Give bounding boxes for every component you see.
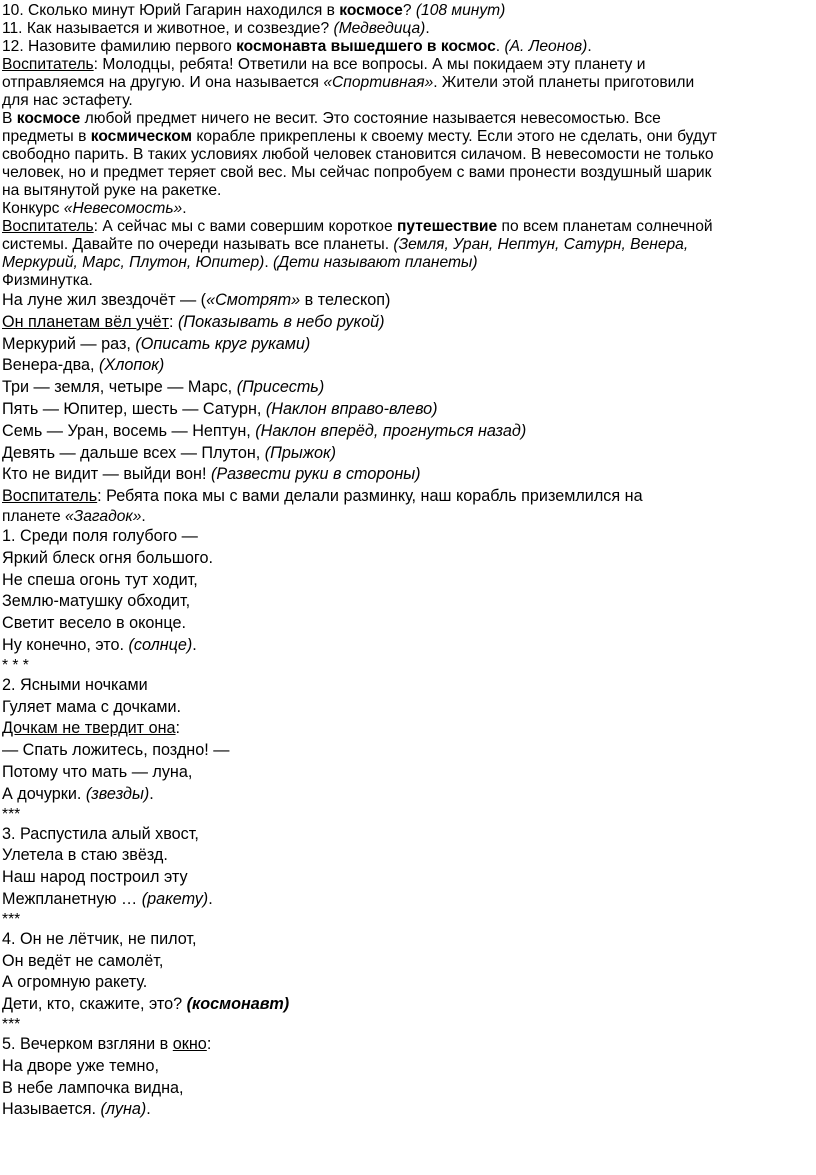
text-line [2,675,802,697]
text-segment: Наш народ построил эту [2,868,188,887]
text-line [2,2,802,20]
text-segment: на вытянутой руке на ракетке. [2,182,222,199]
text-segment: Землю-матушку обходит, [2,592,191,611]
text-segment: Воспитатель [2,56,94,73]
text-segment: . [192,635,197,654]
text-segment: 12. Назовите фамилию первого [2,38,237,55]
text-line [2,38,802,56]
text-segment: *** [2,1015,21,1033]
text-segment: 5. Вечерком взгляни в [2,1034,173,1053]
text-segment: Дети, кто, скажите, это? [2,995,187,1014]
text-line [2,1016,802,1034]
text-segment: (Хлопок) [99,356,165,375]
text-segment: : [206,1034,212,1053]
text-segment: : А сейчас мы с вами совершим короткое [93,218,397,235]
text-segment: Ну конечно, это. [2,635,129,654]
text-segment: ? [402,2,416,19]
text-segment: в телескоп) [300,291,391,309]
text-segment: (Показывать в небо рукой) [178,312,385,331]
text-line [2,200,802,218]
text-segment: 1. Среди поля голубого — [2,526,198,545]
text-line [2,443,802,465]
text-line [2,635,802,657]
text-segment: планете [2,507,65,525]
text-segment: *** [2,910,21,928]
text-line [2,236,802,254]
text-segment: (Дети называют планеты) [273,254,478,271]
text-line [2,548,802,570]
text-line [2,867,802,889]
text-segment: окно [172,1034,207,1053]
text-line [2,526,802,548]
text-segment: — Спать ложитесь, поздно! — [2,741,230,760]
text-segment: (Описать круг руками) [135,334,311,353]
text-line [2,290,802,312]
text-segment: Девять — дальше всех — Плутон, [2,443,265,462]
text-line [2,92,802,110]
text-line [2,20,802,38]
text-segment: 11. Как называется и животное, и созвездие? [2,20,334,37]
text-segment: (луна) [100,1100,147,1119]
text-line [2,74,802,92]
text-segment: . [425,20,430,37]
text-segment: Потому что мать — луна, [2,762,193,781]
text-line [2,889,802,911]
text-line [2,421,802,443]
text-line [2,218,802,236]
text-segment: Воспитатель [2,487,98,506]
text-segment: (Земля, Уран, Нептун, Сатурн, Венера, [393,236,689,253]
text-segment: Гуляет мама с дочками. [2,697,181,716]
text-line [2,1099,802,1121]
text-segment: (Медведица) [333,20,426,37]
text-segment: «Спортивная» [323,74,434,91]
text-segment: . Жители этой планеты приготовили [433,74,695,91]
text-line [2,355,802,377]
text-line [2,1078,802,1100]
text-line [2,399,802,421]
text-line [2,697,802,719]
text-segment: . [141,507,146,525]
text-segment: для нас эстафету. [2,92,133,109]
text-segment: Три — земля, четыре — Марс, [2,378,237,397]
text-segment: по всем планетам солнечной [497,218,713,235]
text-segment: Он планетам вёл учёт [2,312,169,331]
text-segment: : Молодцы, ребята! Ответили на все вопросы. А мы покидаем эту планету и [93,56,646,73]
text-line [2,1056,802,1078]
text-segment: А дочурки. [2,784,86,803]
text-segment: Кто не видит — выйди вон! [2,465,211,484]
text-line [2,845,802,867]
text-segment: (108 минут) [415,2,506,19]
text-segment: . [149,784,154,803]
text-segment: (Наклон вправо-влево) [265,399,438,418]
text-segment: Пять — Юпитер, шесть — Сатурн, [2,399,266,418]
text-line [2,312,802,334]
text-segment: Конкурс [2,200,64,217]
text-line [2,951,802,973]
text-segment: (солнце) [128,635,193,654]
text-line [2,972,802,994]
text-segment: Улетела в стаю звёзд. [2,846,168,865]
text-segment: Межпланетную … [2,889,142,908]
text-segment: (Прыжок) [264,443,336,462]
text-line [2,334,802,356]
text-segment: 3. Распустила алый хвост, [2,824,199,843]
text-segment: человек, но и предмет теряет свой вес. Мы сейчас попробуем с вами пронести воздушный шарик [2,164,712,181]
text-line [2,994,802,1016]
text-line [2,146,802,164]
text-line [2,762,802,784]
text-line [2,128,802,146]
text-line [2,929,802,951]
text-segment: космосе [339,2,403,19]
text-segment: «Смотрят» [206,291,301,309]
text-segment: Физминутка. [2,272,93,289]
text-line [2,657,802,675]
text-segment: Он ведёт не самолёт, [2,951,164,970]
text-segment: Семь — Уран, восемь — Нептун, [2,421,256,440]
text-line [2,486,802,508]
text-segment: «Невесомость» [63,200,183,217]
text-segment: 2. Ясными ночками [2,675,148,694]
text-line [2,508,802,526]
text-segment: (Присесть) [236,378,325,397]
text-line [2,570,802,592]
text-segment: системы. Давайте по очереди называть все планеты. [2,236,394,253]
text-line [2,784,802,806]
text-segment: (звезды) [85,784,150,803]
text-segment: Не спеша огонь тут ходит, [2,570,198,589]
text-segment: . [208,889,213,908]
text-segment: * * * [2,656,29,674]
text-segment: Дочкам не твердит она [2,719,176,738]
text-segment: «Загадок» [64,507,142,525]
text-segment: Яркий блеск огня большого. [2,548,213,567]
text-segment: Меркурий, Марс, Плутон, Юпитер) [2,254,265,271]
text-segment: космосе [16,110,81,127]
text-line [2,377,802,399]
text-segment: . [146,1100,151,1119]
text-segment: На дворе уже темно, [2,1056,159,1075]
text-line [2,1034,802,1056]
text-segment: : [175,719,181,738]
text-segment: путешествие [396,218,498,235]
text-segment: любой предмет ничего не весит. Это состояние называется невесомостью. Все [80,110,661,127]
text-segment: На луне жил звездочёт — ( [2,291,207,309]
text-segment: (космонавт) [186,995,290,1014]
text-segment: . [264,254,273,271]
text-segment: свободно парить. В таких условиях любой человек становится силачом. В невесомости не только [2,146,714,163]
text-line [2,824,802,846]
text-segment: (А. Леонов) [504,38,588,55]
text-segment: космическом [90,128,193,145]
text-line [2,164,802,182]
text-segment: *** [2,805,21,823]
text-segment: Венера-два, [2,356,99,375]
text-segment: А огромную ракету. [2,973,148,992]
text-segment: Называется. [2,1100,101,1119]
text-line [2,56,802,74]
text-segment: Воспитатель [2,218,94,235]
text-line [2,591,802,613]
text-segment: 4. Он не лётчик, не пилот, [2,929,197,948]
text-segment: . [587,38,592,55]
text-segment: . [495,38,505,55]
text-segment: В небе лампочка видна, [2,1078,184,1097]
text-segment: (Развести руки в стороны) [210,465,421,484]
text-line [2,718,802,740]
text-line [2,272,802,290]
text-line [2,806,802,824]
text-segment: корабле прикреплены к своему месту. Если этого не сделать, они будут [192,128,718,145]
text-segment: : Ребята пока мы с вами делали разминку, наш корабль приземлился на [97,487,643,506]
text-line [2,182,802,200]
text-segment: 10. Сколько минут Юрий Гагарин находился в [2,2,340,19]
text-line [2,740,802,762]
text-segment: предметы в [2,128,91,145]
text-line [2,110,802,128]
text-segment: (ракету) [141,889,209,908]
text-segment: Меркурий — раз, [2,334,136,353]
text-line [2,911,802,929]
text-segment: отправляемся на другую. И она называется [2,74,324,91]
text-segment: В [2,110,17,127]
text-line [2,464,802,486]
text-segment: космонавта вышедшего в космос [236,38,496,55]
text-line [2,613,802,635]
text-line [2,254,802,272]
text-segment: : [169,312,178,331]
text-segment: (Наклон вперёд, прогнуться назад) [255,421,527,440]
text-segment: Светит весело в оконце. [2,614,186,633]
text-segment: . [182,200,187,217]
